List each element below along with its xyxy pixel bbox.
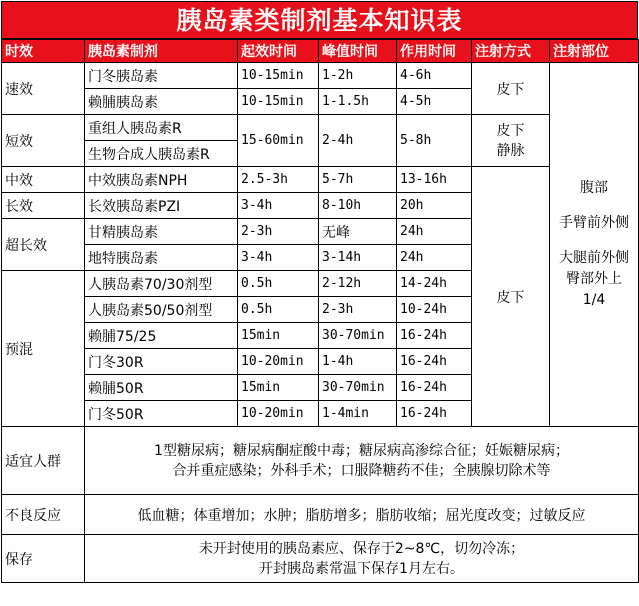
peak-cell: 2-4h xyxy=(319,115,397,167)
header-cell: 时效 xyxy=(2,40,85,63)
storage-row xyxy=(2,535,639,583)
preparation-cell: 赖脯50R xyxy=(85,375,238,401)
preparation-cell: 门冬胰岛素 xyxy=(85,63,238,89)
duration-cell: 4-6h xyxy=(397,63,472,89)
peak-cell: 1-4min xyxy=(319,401,397,427)
peak-cell: 2-12h xyxy=(319,271,397,297)
duration-cell: 4-5h xyxy=(397,89,472,115)
insulin-table-wrapper xyxy=(1,1,638,604)
group-cell: 速效 xyxy=(2,63,85,115)
site-abdomen: 腹部 xyxy=(580,180,608,196)
suitable-line-1: 1型糖尿病；糖尿病酮症酸中毒；糖尿病高渗综合征；妊娠糖尿病； xyxy=(154,442,569,459)
header-cell: 峰值时间 xyxy=(319,40,397,63)
method-intravenous: 静脉 xyxy=(496,142,525,159)
suitable-row xyxy=(2,427,639,495)
duration-cell: 16-24h xyxy=(397,349,472,375)
preparation-cell: 人胰岛素50/50剂型 xyxy=(85,297,238,323)
peak-cell: 1-1.5h xyxy=(319,89,397,115)
onset-cell: 15min xyxy=(238,375,319,401)
table-row xyxy=(2,167,639,193)
group-cell: 预混 xyxy=(2,271,85,427)
injection-method-cell xyxy=(472,115,550,167)
storage-label: 保存 xyxy=(2,535,85,583)
group-cell: 短效 xyxy=(2,115,85,167)
duration-cell: 16-24h xyxy=(397,375,472,401)
peak-cell: 无峰 xyxy=(319,219,397,245)
duration-cell: 16-24h xyxy=(397,401,472,427)
duration-cell: 14-24h xyxy=(397,271,472,297)
onset-cell: 2-3h xyxy=(238,219,319,245)
site-thigh: 大腿前外侧臀部外上1/4 xyxy=(559,250,629,308)
suitable-content xyxy=(85,427,639,495)
preparation-cell: 长效胰岛素PZI xyxy=(85,193,238,219)
onset-cell: 0.5h xyxy=(238,297,319,323)
header-cell: 注射方式 xyxy=(472,40,550,63)
suitable-label: 适宜人群 xyxy=(2,427,85,495)
storage-content xyxy=(85,535,639,583)
method-subcutaneous: 皮下 xyxy=(496,122,525,139)
injection-method-cell: 皮下 xyxy=(472,63,550,115)
header-cell: 胰岛素制剂 xyxy=(85,40,238,63)
onset-cell: 15-60min xyxy=(238,115,319,167)
injection-site-cell xyxy=(550,63,639,427)
group-cell: 超长效 xyxy=(2,219,85,271)
adverse-label: 不良反应 xyxy=(2,495,85,535)
duration-cell: 20h xyxy=(397,193,472,219)
preparation-cell: 门冬30R xyxy=(85,349,238,375)
site-arm: 手臂前外侧 xyxy=(559,215,629,231)
onset-cell: 0.5h xyxy=(238,271,319,297)
suitable-line-2: 合并重症感染；外科手术；口服降糖药不佳；全胰腺切除术等 xyxy=(172,462,551,479)
storage-line-1: 未开封使用的胰岛素应、保存于2~8℃，切勿冷冻； xyxy=(198,540,525,557)
onset-cell: 3-4h xyxy=(238,245,319,271)
insulin-table xyxy=(1,39,639,583)
onset-cell: 15min xyxy=(238,323,319,349)
header-cell: 起效时间 xyxy=(238,40,319,63)
onset-cell: 2.5-3h xyxy=(238,167,319,193)
duration-cell: 5-8h xyxy=(397,115,472,167)
header-row xyxy=(2,40,639,63)
storage-line-2: 开封胰岛素常温下保存1月左右。 xyxy=(259,560,464,577)
onset-cell: 10-20min xyxy=(238,349,319,375)
onset-cell: 10-20min xyxy=(238,401,319,427)
group-cell: 长效 xyxy=(2,193,85,219)
page-title: 胰岛素类制剂基本知识表 xyxy=(1,1,638,39)
onset-cell: 10-15min xyxy=(238,63,319,89)
peak-cell: 3-14h xyxy=(319,245,397,271)
injection-method-cell: 皮下 xyxy=(472,167,550,427)
preparation-cell: 生物合成人胰岛素R xyxy=(85,141,238,167)
preparation-cell: 地特胰岛素 xyxy=(85,245,238,271)
peak-cell: 30-70min xyxy=(319,375,397,401)
adverse-content: 低血糖；体重增加；水肿；脂肪增多；脂肪收缩；屈光度改变；过敏反应 xyxy=(85,495,639,535)
header-cell: 注射部位 xyxy=(550,40,639,63)
duration-cell: 10-24h xyxy=(397,297,472,323)
peak-cell: 8-10h xyxy=(319,193,397,219)
table-row xyxy=(2,115,639,141)
preparation-cell: 重组人胰岛素R xyxy=(85,115,238,141)
onset-cell: 3-4h xyxy=(238,193,319,219)
preparation-cell: 门冬50R xyxy=(85,401,238,427)
header-cell: 作用时间 xyxy=(397,40,472,63)
group-cell: 中效 xyxy=(2,167,85,193)
preparation-cell: 中效胰岛素NPH xyxy=(85,167,238,193)
preparation-cell: 赖脯75/25 xyxy=(85,323,238,349)
peak-cell: 5-7h xyxy=(319,167,397,193)
duration-cell: 16-24h xyxy=(397,323,472,349)
preparation-cell: 赖脯胰岛素 xyxy=(85,89,238,115)
table-row xyxy=(2,63,639,89)
onset-cell: 10-15min xyxy=(238,89,319,115)
duration-cell: 24h xyxy=(397,219,472,245)
adverse-row xyxy=(2,495,639,535)
peak-cell: 2-3h xyxy=(319,297,397,323)
peak-cell: 1-4h xyxy=(319,349,397,375)
duration-cell: 13-16h xyxy=(397,167,472,193)
peak-cell: 1-2h xyxy=(319,63,397,89)
duration-cell: 24h xyxy=(397,245,472,271)
preparation-cell: 人胰岛素70/30剂型 xyxy=(85,271,238,297)
preparation-cell: 甘精胰岛素 xyxy=(85,219,238,245)
peak-cell: 30-70min xyxy=(319,323,397,349)
